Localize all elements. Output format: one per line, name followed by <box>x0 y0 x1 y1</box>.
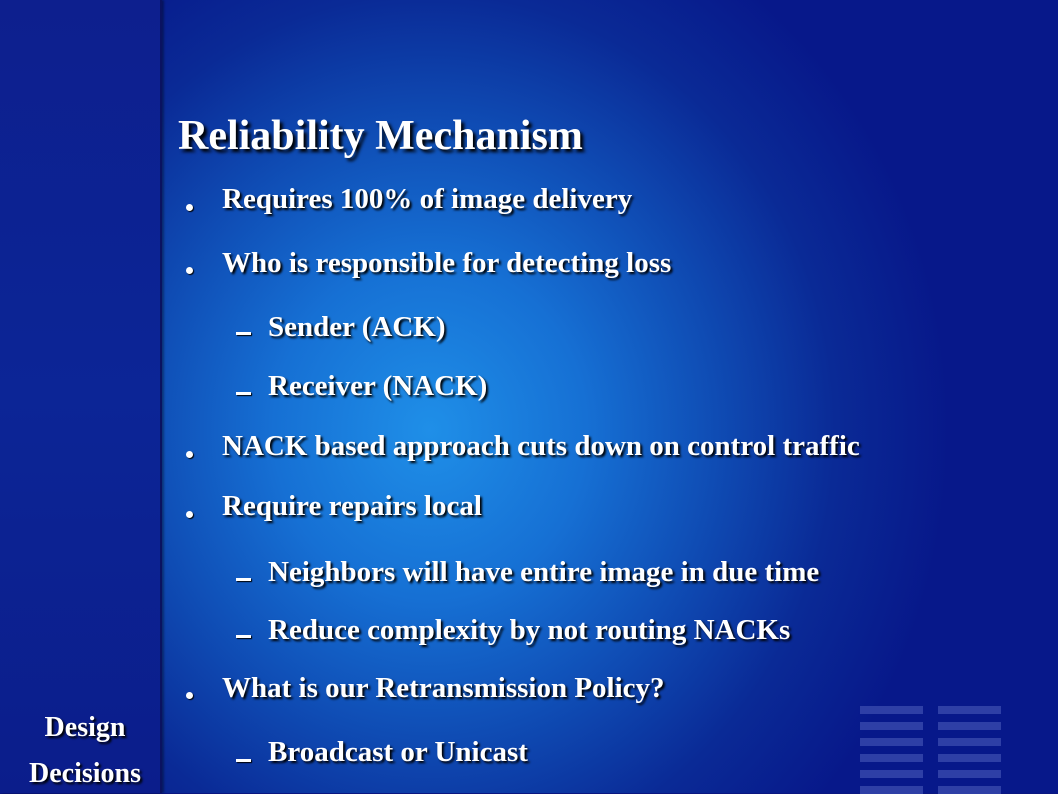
decor-bar <box>938 722 1001 730</box>
dash-icon <box>236 759 251 762</box>
decor-bar <box>938 738 1001 746</box>
sub-bullet-item: Sender (ACK) <box>268 311 446 343</box>
decor-bar <box>860 706 923 714</box>
bullet-icon <box>186 451 193 458</box>
bullet-icon <box>186 511 193 518</box>
sub-bullet-item: Reduce complexity by not routing NACKs <box>268 614 791 646</box>
decor-bar <box>938 754 1001 762</box>
dash-icon <box>236 578 251 581</box>
bullet-item: What is our Retransmission Policy? <box>222 672 665 704</box>
slide-title: Reliability Mechanism <box>178 113 583 159</box>
decor-bar <box>938 770 1001 778</box>
sub-bullet-item: Receiver (NACK) <box>268 370 488 402</box>
sidebar-section-label: Design <box>44 712 126 743</box>
bullet-icon <box>186 267 193 274</box>
decor-bar <box>860 754 923 762</box>
bullet-item: Require repairs local <box>222 490 482 522</box>
bullet-icon <box>186 692 193 699</box>
sidebar-section-label: Decisions <box>29 758 141 789</box>
sub-bullet-item: Broadcast or Unicast <box>268 736 528 768</box>
dash-icon <box>236 332 251 335</box>
dash-icon <box>236 392 251 395</box>
bullet-icon <box>186 204 193 211</box>
sidebar-panel <box>0 0 162 793</box>
sub-bullet-item: Neighbors will have entire image in due time <box>268 556 820 588</box>
bullet-item: NACK based approach cuts down on control traffic <box>222 430 860 462</box>
bullet-item: Requires 100% of image delivery <box>222 183 633 215</box>
decor-bar <box>938 706 1001 714</box>
decor-bar <box>860 738 923 746</box>
decor-bar <box>860 770 923 778</box>
decor-bar <box>860 722 923 730</box>
bullet-item: Who is responsible for detecting loss <box>222 247 672 279</box>
dash-icon <box>236 635 251 638</box>
